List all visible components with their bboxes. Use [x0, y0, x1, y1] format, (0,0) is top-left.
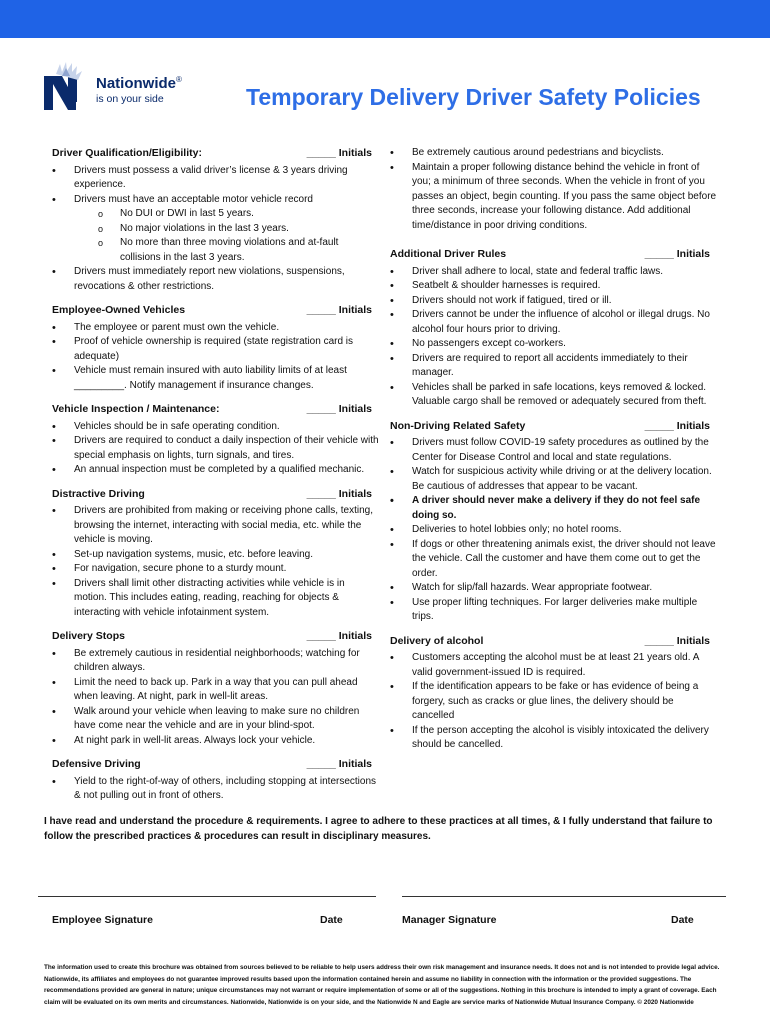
list-item [52, 434, 380, 463]
page-title: Temporary Delivery Driver Safety Policies [246, 84, 701, 110]
list-item [52, 705, 380, 734]
list-item-text: Drivers should not work if fatigued, tired or ill. [412, 294, 612, 306]
list-item [52, 335, 380, 364]
list-item-text: Deliveries to hotel lobbies only; no hotel rooms. [412, 524, 622, 535]
policy-section [52, 402, 380, 478]
bullet-list [52, 775, 380, 804]
list-item-text: If the person accepting the alcohol is visibly intoxicated the delivery should be cancelled. [412, 724, 709, 750]
policy-section [52, 303, 380, 393]
list-item [52, 164, 380, 193]
list-item [52, 321, 380, 336]
list-item [390, 381, 718, 410]
list-item-text: Proof of vehicle ownership is required (state registration card is adequate) [74, 336, 354, 362]
list-item [390, 308, 718, 337]
initials-field[interactable]: _____ Initials [644, 419, 710, 432]
policy-section [52, 146, 380, 294]
list-item-text: Maintain a proper following distance behind the vehicle in front of you; a minimum of three seconds. When the vehicle in front of you passes an object, begin counting. If you pass the same object before three seconds, increase your following distance. Add additional time/distance in poor driving conditions. [412, 161, 717, 231]
section-title: Non-Driving Related Safety [390, 419, 526, 432]
left-column [52, 146, 380, 813]
list-item [390, 680, 718, 724]
list-item-text: Yield to the right-of-way of others, including stopping at intersections & not pulling out in front of others. [74, 775, 377, 801]
list-item-text: Drivers are required to report all accidents immediately to their manager. [412, 352, 688, 378]
list-item [390, 265, 718, 280]
initials-field[interactable]: _____ Initials [644, 248, 710, 260]
list-item-text: Drivers must have an acceptable motor vehicle record [74, 193, 313, 205]
list-item-text: If the identification appears to be fake or has evidence of being a forgery, such as cracks or glue lines, the delivery should be cancelled [412, 681, 699, 721]
bullet-list [390, 146, 718, 233]
employee-signature-label: Employee Signature [52, 914, 153, 926]
employee-date-label: Date [320, 914, 343, 926]
initials-field[interactable]: _____ Initials [306, 304, 372, 316]
list-item [390, 523, 718, 538]
section-heading [52, 757, 380, 772]
section-title: Distractive Driving [52, 487, 145, 500]
initials-field[interactable]: _____ Initials [644, 634, 710, 647]
list-item-text: Limit the need to back up. Park in a way that you can pull ahead when leaving. At night, park in well-lit areas. [74, 676, 358, 702]
initials-field[interactable]: _____ Initials [306, 630, 372, 642]
manager-signature-line[interactable] [402, 896, 726, 897]
section-title: Additional Driver Rules [390, 248, 507, 260]
list-item [390, 494, 718, 523]
bullet-list [390, 651, 718, 753]
list-item [390, 161, 718, 234]
section-heading [390, 419, 718, 434]
list-item-text: For navigation, secure phone to a sturdy mount. [74, 563, 287, 574]
list-item [390, 724, 718, 753]
list-item-text: At night park in well-lit areas. Always lock your vehicle. [74, 734, 316, 746]
acknowledgement-text: I have read and understand the procedure & requirements. I agree to adhere to these practices at all times, & I fully understand that failure to follow the prescribed practices & procedures can result in disciplinary measures. [44, 816, 713, 842]
bullet-list [52, 321, 380, 394]
list-item-text: Drivers must follow COVID-19 safety procedures as outlined by the Center for Disease Control and local and state regulations. [412, 437, 709, 463]
bullet-list [52, 504, 380, 620]
section-title: Vehicle Inspection / Maintenance: [52, 403, 220, 415]
policy-section [52, 629, 380, 748]
section-title: Delivery Stops [52, 630, 125, 642]
bullet-list [390, 265, 718, 410]
list-item-text: No passengers except co-workers. [412, 338, 566, 349]
list-item [52, 577, 380, 621]
policy-section-continued [390, 146, 718, 233]
nationwide-logo [42, 62, 212, 112]
list-item [390, 538, 718, 582]
bullet-list [390, 436, 718, 625]
list-item [390, 465, 718, 494]
brand-name: Nationwide® [96, 75, 182, 92]
list-item [52, 420, 380, 435]
nationwide-eagle-n-icon [42, 62, 90, 112]
policy-section [390, 247, 718, 410]
list-item-text: An annual inspection must be completed by a qualified mechanic. [74, 464, 365, 475]
list-item-text: Use proper lifting techniques. For larger deliveries make multiple trips. [412, 596, 698, 622]
list-item-text: Drivers are required to conduct a daily inspection of their vehicle with special emphasis on lights, turn signals, and tires. [74, 435, 379, 461]
list-item-text: Drivers must possess a valid driver’s license & 3 years driving experience. [74, 164, 348, 190]
list-item-text: Drivers cannot be under the influence of alcohol or illegal drugs. No alcohol four hours prior to driving. [412, 309, 710, 335]
list-item [52, 775, 380, 804]
list-item [52, 364, 380, 393]
policy-section [52, 487, 380, 621]
list-item-text: The employee or parent must own the vehicle. [74, 321, 280, 333]
section-heading [390, 634, 718, 649]
list-item [52, 548, 380, 563]
list-item-text: Set-up navigation systems, music, etc. before leaving. [74, 548, 314, 560]
disclaimer-text: The information used to create this brochure was obtained from sources believed to be reliable to help users address their own risk management and insurance needs. It does not and is not intended to provide legal advice. Nationwide, its affiliates and employees do not guarantee improved results based upon the information contained herein and assume no liability in connection with the information or the provided suggestions. The recommendations provided are general in nature; unique circumstances may not warrant or require implementation of some or all of the suggestions. Nothing in this brochure is intended to imply a grant of coverage. Each claim will be evaluated on its own merits and circumstances. Nationwide, Nationwide is on your side, and the Nationwide N and Eagle are service marks of Nationwide Mutual Insurance Company. © 2020 Nationwide [44, 964, 720, 1006]
manager-signature-label: Manager Signature [402, 914, 497, 926]
list-item-text: Vehicles shall be parked in safe locations, keys removed & locked. Valuable cargo shall be removed or adequately secured from theft. [412, 381, 707, 407]
policy-section [390, 419, 718, 625]
list-item [52, 193, 380, 266]
list-item-text: If dogs or other threatening animals exist, the driver should not leave the vehicle. Call the customer and have them come out to get the order. [412, 538, 716, 579]
list-item-text: Be extremely cautious in residential neighborhoods; watching for children always. [74, 647, 360, 673]
list-item [390, 146, 718, 161]
section-heading [52, 487, 380, 502]
list-item [390, 294, 718, 309]
sub-list-item: o No DUI or DWI in last 5 years. [74, 207, 380, 222]
section-title: Driver Qualification/Eligibility: [52, 147, 202, 159]
list-item-text: Drivers must immediately report new violations, suspensions, revocations & other restrictions. [74, 266, 345, 292]
list-item-text: Drivers shall limit other distracting activities while vehicle is in motion. This includes eating, reading, reaching for objects & interacting with vehicle infotainment system. [74, 577, 345, 618]
section-heading [52, 303, 380, 318]
list-item-text: Driver shall adhere to local, state and federal traffic laws. [412, 265, 664, 277]
sub-list [74, 207, 380, 265]
list-item [52, 647, 380, 676]
list-item [390, 352, 718, 381]
manager-date-label: Date [671, 914, 694, 926]
section-heading [52, 146, 380, 161]
policy-section [52, 757, 380, 804]
list-item [390, 279, 718, 294]
initials-field[interactable]: _____ Initials [306, 403, 372, 415]
sub-list-item: o No more than three moving violations and at-fault collisions in the last 3 years. [74, 236, 380, 265]
list-item-text: Drivers are prohibited from making or receiving phone calls, texting, browsing the internet, interacting with social media, etc. while the vehicle is moving. [74, 505, 374, 545]
list-item-text: Walk around your vehicle when leaving to make sure no children have come near the vehicle and are in your blind-spot. [74, 705, 360, 731]
section-title: Delivery of alcohol [390, 634, 484, 647]
list-item-text: Watch for suspicious activity while driving or at the delivery location. Be cautious of addresses that appear to be vacant. [412, 466, 712, 492]
list-item [390, 581, 718, 596]
brand-tagline: is on your side [96, 93, 164, 105]
employee-signature-line[interactable] [38, 896, 376, 897]
list-item [52, 265, 380, 294]
initials-field[interactable]: _____ Initials [306, 758, 372, 770]
list-item [52, 463, 380, 478]
list-item-text: Vehicles should be in safe operating condition. [74, 420, 280, 432]
top-bar [0, 0, 770, 38]
list-item-text: Customers accepting the alcohol must be at least 21 years old. A valid government-issued ID is required. [412, 652, 699, 678]
bullet-list [52, 647, 380, 749]
list-item-text: Vehicle must remain insured with auto liability limits of at least _________. Notify management if insurance changes. [74, 365, 347, 391]
sub-list-item: o No major violations in the last 3 years. [74, 222, 380, 237]
list-item [390, 651, 718, 680]
section-title: Employee-Owned Vehicles [52, 304, 186, 316]
bullet-list [52, 420, 380, 478]
section-heading [52, 402, 380, 417]
bullet-list [52, 164, 380, 295]
list-item [390, 436, 718, 465]
list-item [52, 676, 380, 705]
list-item-text: Be extremely cautious around pedestrians and bicyclists. [412, 147, 664, 158]
list-item [52, 504, 380, 548]
right-column [390, 146, 718, 762]
section-title: Defensive Driving [52, 758, 141, 770]
list-item [390, 337, 718, 352]
list-item [52, 734, 380, 749]
list-item-text: A driver should never make a delivery if they do not feel safe doing so. [412, 495, 701, 521]
list-item [52, 562, 380, 577]
list-item-text: Watch for slip/fall hazards. Wear appropriate footwear. [412, 582, 653, 593]
section-heading [52, 629, 380, 644]
section-heading [390, 247, 718, 262]
list-item [390, 596, 718, 625]
initials-field[interactable]: _____ Initials [306, 487, 372, 500]
initials-field[interactable]: _____ Initials [306, 147, 372, 159]
list-item-text: Seatbelt & shoulder harnesses is required. [412, 280, 601, 291]
policy-section [390, 634, 718, 753]
